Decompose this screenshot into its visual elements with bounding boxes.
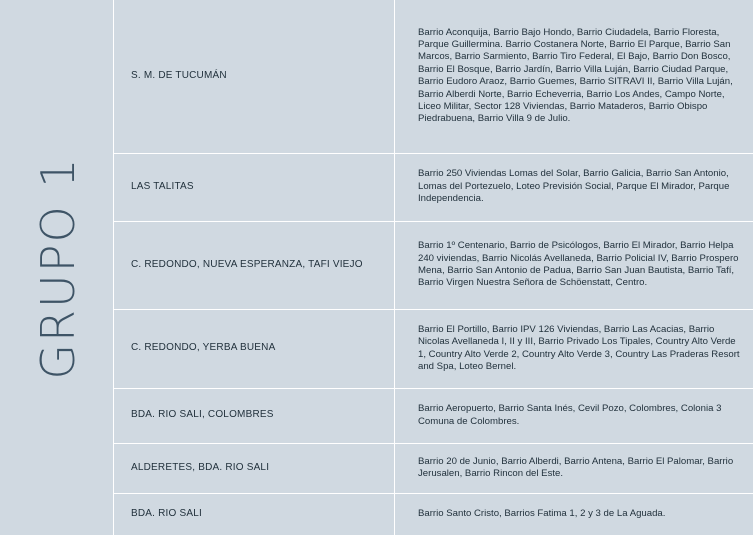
location-cell: LAS TALITAS [114, 153, 395, 221]
group-column [0, 0, 114, 535]
barrios-cell: Barrio El Portillo, Barrio IPV 126 Viviendas, Barrio Las Acacias, Barrio Nicolas Avellaneda I, II y III, Barrio Privado Los Tipales, Country Alto Verde 1, Country Alto Verde 2, Country Alto Verde 3, Country Las Praderas Resort and Spa, Loteo Bernel. [395, 309, 753, 388]
table-row [114, 493, 753, 535]
table-row [114, 388, 753, 443]
barrios-cell: Barrio 20 de Junio, Barrio Alberdi, Barrio Antena, Barrio El Palomar, Barrio Jerusalen, Barrio Rincon del Este. [395, 443, 753, 493]
location-cell: C. REDONDO, NUEVA ESPERANZA, TAFI VIEJO [114, 221, 395, 309]
location-cell: BDA. RIO SALI, COLOMBRES [114, 388, 395, 443]
zones-table [114, 0, 753, 535]
location-cell: S. M. DE TUCUMÁN [114, 0, 395, 153]
barrios-cell: Barrio 1º Centenario, Barrio de Psicólogos, Barrio El Mirador, Barrio Helpa 240 viviendas, Barrio Nicolás Avellaneda, Barrio Policial IV, Barrio Prospero Mena, Barrio San Antonio de Padua, Barrio San Juan Bautista, Barrio Tafí, Barrio Virgen Nuestra Señora de Schöenstatt, Centro. [395, 221, 753, 309]
barrios-cell: Barrio Aconquija, Barrio Bajo Hondo, Barrio Ciudadela, Barrio Floresta, Parque Guillermina. Barrio Costanera Norte, Barrio El Parque, Barrio San Marcos, Barrio Sarmiento, Barrio Tiro Federal, El Bajo, Barrio Don Bosco, Barrio El Bosque, Barrio Jardín, Barrio Villa Luján, Barrio Ciudad Parque, Barrio Eudoro Araoz, Barrio Guemes, Barrio SITRAVI II, Barrio Villa Luján, Barrio Alberdi Norte, Barrio Echeverria, Barrio Los Andes, Campo Norte, Liceo Militar, Sector 128 Viviendas, Barrio Mataderos, Barrio Obispo Piedrabuena, Barrio Villa 9 de Julio. [395, 0, 753, 153]
table-row [114, 0, 753, 153]
barrios-cell: Barrio Aeropuerto, Barrio Santa Inés, Cevil Pozo, Colombres, Colonia 3 Comuna de Colombres. [395, 388, 753, 443]
table-row [114, 221, 753, 309]
barrios-cell: Barrio 250 Viviendas Lomas del Solar, Barrio Galicia, Barrio San Antonio, Lomas del Portezuelo, Loteo Previsión Social, Parque El Mirador, Parque Independencia. [395, 153, 753, 221]
barrios-cell: Barrio Santo Cristo, Barrios Fatima 1, 2 y 3 de La Aguada. [418, 508, 666, 520]
group-title: GRUPO 1 [31, 156, 85, 380]
table-row [114, 153, 753, 221]
table-row [114, 309, 753, 388]
table-row [114, 443, 753, 493]
location-cell: C. REDONDO, YERBA BUENA [114, 309, 395, 388]
location-cell: ALDERETES, BDA. RIO SALI [114, 443, 395, 493]
location-cell: BDA. RIO SALI [114, 493, 395, 535]
